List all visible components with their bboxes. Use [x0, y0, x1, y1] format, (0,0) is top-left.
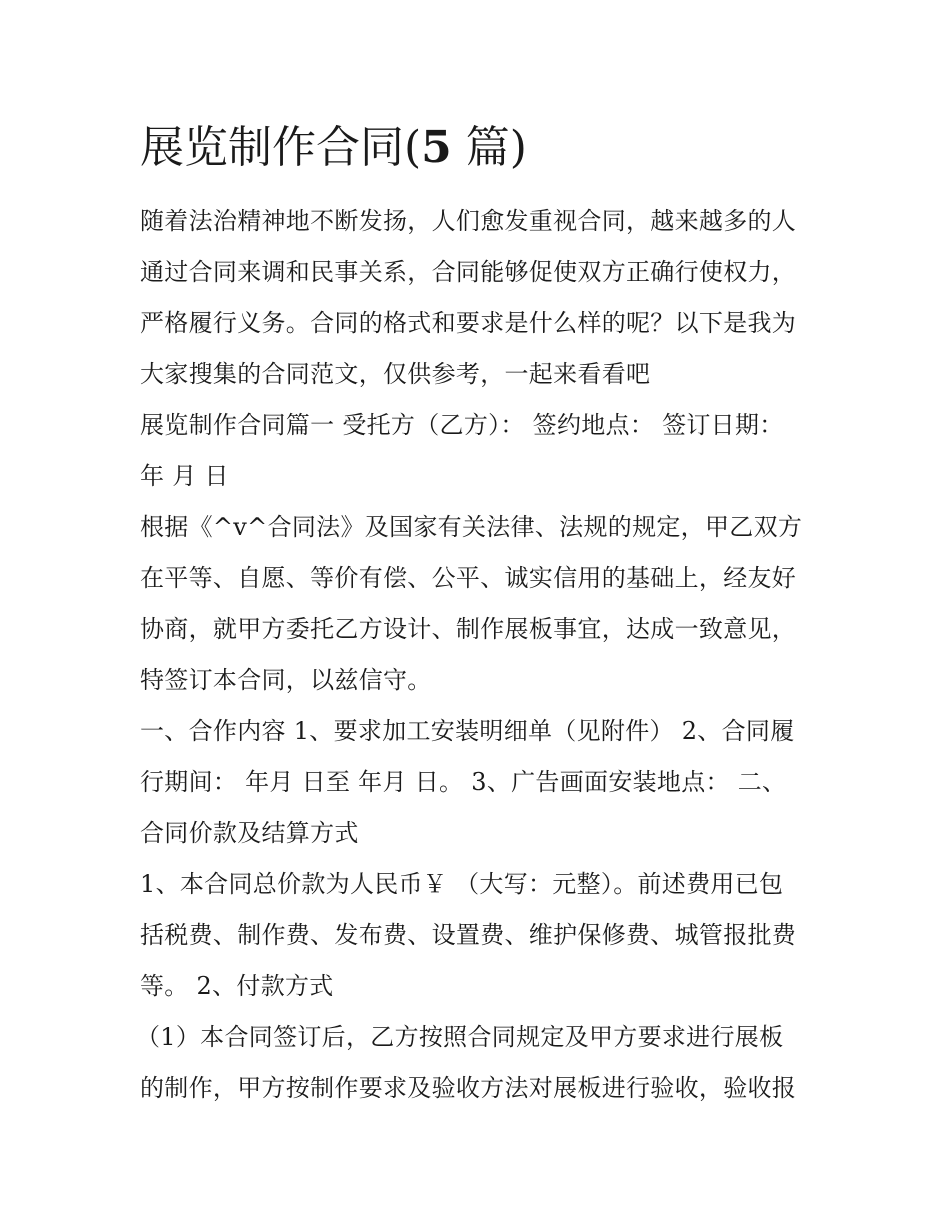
document-title	[140, 118, 527, 178]
body-line: （1）本合同签订后，乙方按照合同规定及甲方要求进行展板	[136, 1023, 784, 1051]
body-line: 括税费、制作费、发布费、设置费、维护保修费、城管报批费	[140, 921, 797, 949]
body-line: 协商，就甲方委托乙方设计、制作展板事宜，达成一致意见，	[140, 615, 797, 643]
body-line: 年 月 日	[140, 462, 229, 490]
body-line: 通过合同来调和民事关系，合同能够促使双方正确行使权力，	[140, 258, 797, 286]
body-line: 1、本合同总价款为人民币￥ （大写：元整）。前述费用已包	[140, 870, 784, 898]
body-line: 根据《^v^合同法》及国家有关法律、法规的规定，甲乙双方	[140, 513, 803, 541]
title-number: 5	[421, 122, 452, 173]
body-line: 等。 2、付款方式	[140, 972, 334, 1000]
body-line: 的制作，甲方按制作要求及验收方法对展板进行验收，验收报	[140, 1074, 797, 1102]
body-line: 随着法治精神地不断发扬，人们愈发重视合同，越来越多的人	[140, 207, 797, 235]
body-line: 在平等、自愿、等价有偿、公平、诚实信用的基础上，经友好	[140, 564, 797, 592]
body-line: 行期间： 年月 日至 年月 日。 3、广告画面安装地点： 二、	[140, 768, 787, 796]
body-line: 一、合作内容 1、要求加工安装明细单（见附件） 2、合同履	[140, 717, 795, 745]
document-body	[136, 196, 830, 1114]
body-line: 特签订本合同，以兹信守。	[140, 666, 432, 694]
body-line: 合同价款及结算方式	[140, 819, 359, 847]
body-line: 展览制作合同篇一 受托方（乙方）： 签约地点： 签订日期：	[140, 411, 784, 439]
body-line: 严格履行义务。合同的格式和要求是什么样的呢？以下是我为	[140, 309, 797, 337]
title-main: 展览制作合同(	[140, 122, 422, 173]
body-line: 大家搜集的合同范文，仅供参考，一起来看看吧	[140, 360, 651, 388]
title-end: 篇)	[451, 122, 527, 173]
